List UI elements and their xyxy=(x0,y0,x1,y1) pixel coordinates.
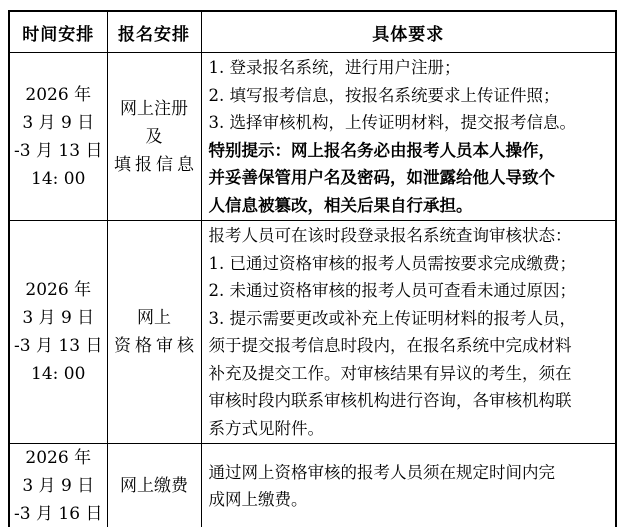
table-header xyxy=(9,11,616,53)
arrangement-line: 网上缴费 xyxy=(120,476,188,496)
requirement-line: 2. 未通过资格审核的报考人员可查看未通过原因； xyxy=(208,281,576,300)
requirement-line: 系方式见附件。 xyxy=(208,418,324,438)
arrangement-line: 填报信息 xyxy=(114,154,198,175)
arrangement-line: 网上注册 xyxy=(120,98,188,119)
table-row xyxy=(9,53,616,221)
header-time-schedule: 时间安排 xyxy=(9,11,107,53)
table-row xyxy=(9,221,616,444)
time-line: 2026 年 xyxy=(25,84,92,105)
time-schedule-cell xyxy=(9,221,107,444)
time-line: 2026 年 xyxy=(25,280,92,300)
table-row xyxy=(9,444,616,527)
requirement-line: 3. 提示需要更改或补充上传证明材料的报考人员， xyxy=(208,308,576,328)
specific-requirements-cell xyxy=(201,221,616,444)
arrangement-line: 及 xyxy=(145,126,163,147)
registration-arrangement-cell xyxy=(107,53,201,221)
header-registration-arrangement: 报名安排 xyxy=(107,11,201,53)
time-line: 2026 年 xyxy=(25,448,92,468)
specific-requirements-cell xyxy=(201,444,616,527)
requirement-line: 并妥善保管用户名及密码，如泄露给他人导致个 xyxy=(208,168,555,187)
arrangement-line: 网上 xyxy=(137,308,171,328)
requirement-line: 2. 填写报考信息，按报名系统要求上传证件照； xyxy=(208,85,560,105)
requirement-line: 1. 登录报名系统，进行用户注册； xyxy=(208,58,461,77)
registration-arrangement-cell xyxy=(107,221,201,444)
requirement-line: 1. 已通过资格审核的报考人员需按要求完成缴费； xyxy=(208,253,576,273)
time-schedule-cell xyxy=(9,53,107,221)
requirement-line: 人信息被篡改，相关后果自行承担。 xyxy=(208,195,473,215)
time-line: 3 月 9 日 xyxy=(22,112,95,133)
time-line: 14: 00 xyxy=(31,168,86,189)
requirement-line: 特别提示：网上报名务必由报考人员本人操作， xyxy=(208,140,555,160)
time-schedule-cell xyxy=(9,444,107,527)
arrangement-line: 资格审核 xyxy=(114,336,198,356)
requirement-line: 通过网上资格审核的报考人员须在规定时间内完 xyxy=(208,462,555,482)
time-line: -3 月 13 日 xyxy=(14,336,103,356)
requirement-line: 成网上缴费。 xyxy=(208,490,308,509)
time-line: 14: 00 xyxy=(31,364,86,384)
registration-arrangement-cell xyxy=(107,444,201,527)
requirement-line: 补充及提交工作。对审核结果有异议的考生，须在 xyxy=(208,363,572,383)
requirement-line: 须于提交报考信息时段内，在报名系统中完成材料 xyxy=(208,336,572,355)
time-line: -3 月 13 日 xyxy=(14,140,103,161)
specific-requirements-cell xyxy=(201,53,616,221)
time-line: 3 月 9 日 xyxy=(22,476,95,496)
exam-registration-schedule-table xyxy=(8,10,617,527)
requirement-line: 3. 选择审核机构，上传证明材料，提交报考信息。 xyxy=(208,113,576,132)
time-line: 3 月 9 日 xyxy=(22,308,95,328)
header-specific-requirements: 具体要求 xyxy=(201,11,616,53)
table-body xyxy=(9,53,616,527)
time-line: -3 月 16 日 xyxy=(14,504,103,524)
header-row xyxy=(9,11,616,53)
requirement-line: 报考人员可在该时段登录报名系统查询审核状态： xyxy=(208,226,572,245)
requirement-line: 审核时段内联系审核机构进行咨询，各审核机构联 xyxy=(208,391,572,410)
